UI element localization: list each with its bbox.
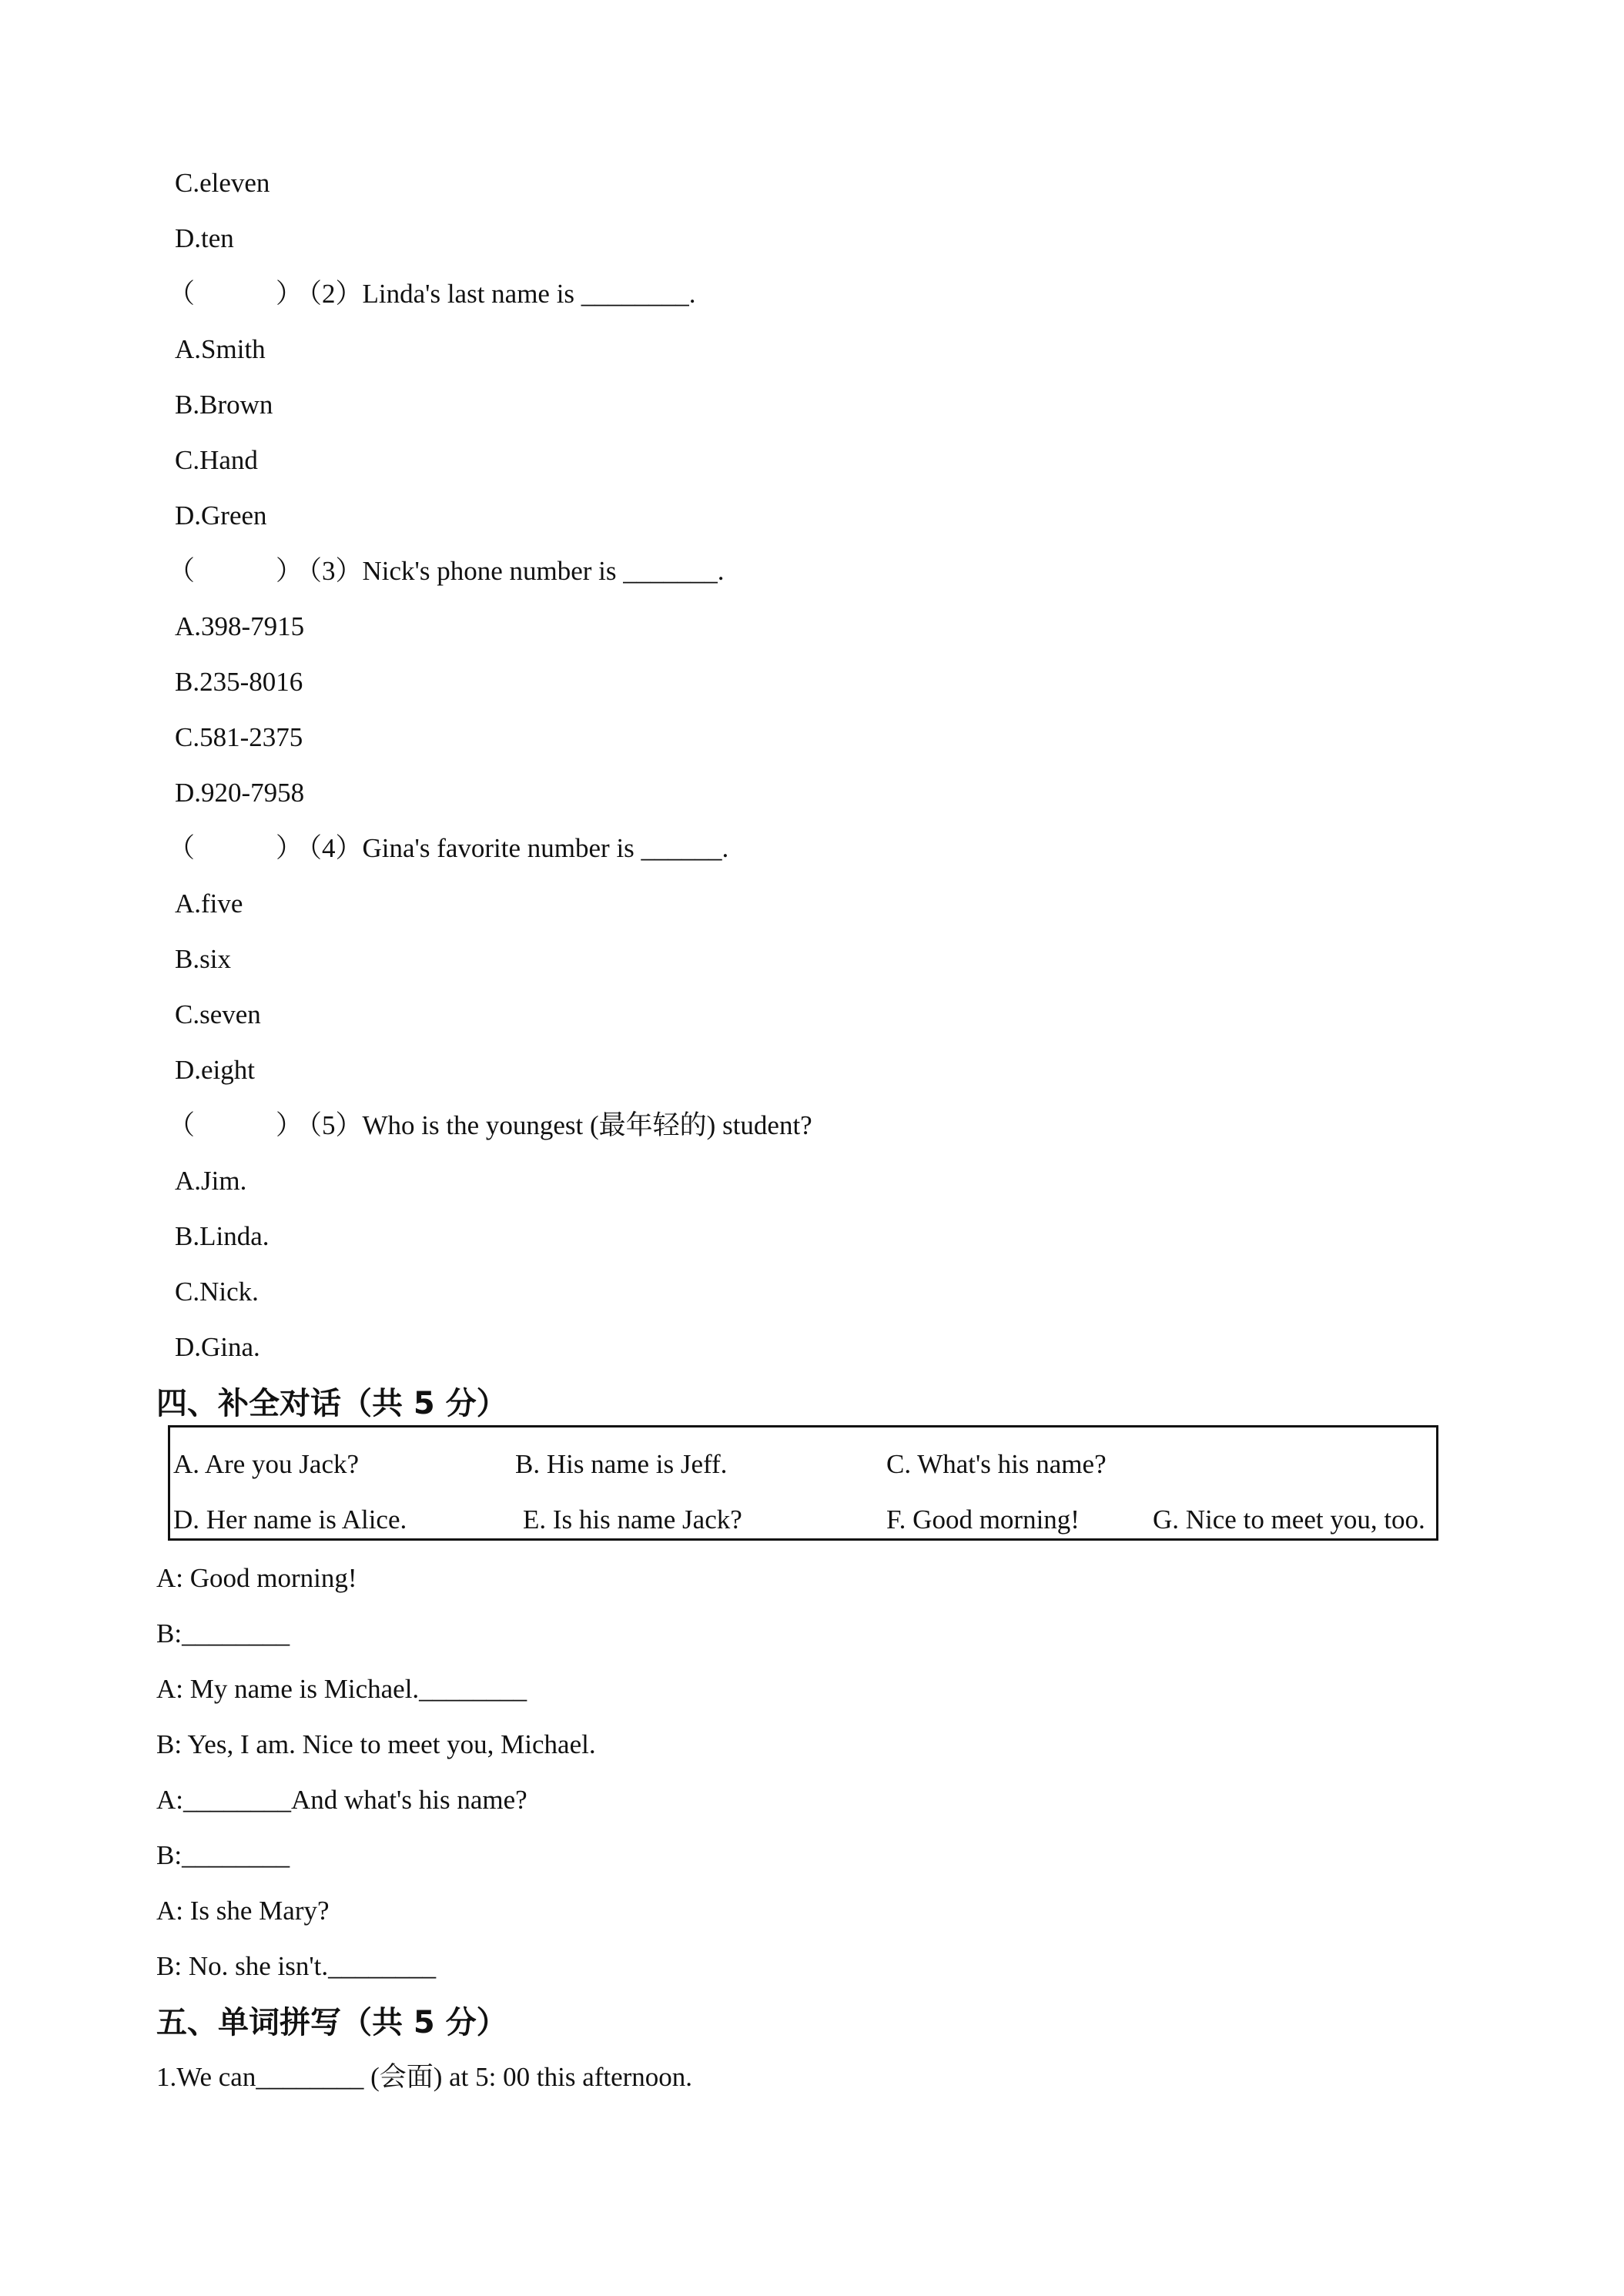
dialogue-line: A:________And what's his name?: [156, 1785, 527, 1815]
choice-item: B. His name is Jeff.: [515, 1449, 728, 1479]
option-text: B.235-8016: [175, 667, 303, 697]
choice-box: [168, 1425, 1438, 1541]
question-text: （2）Linda's last name is ________.: [295, 279, 696, 309]
question-text: （5）Who is the youngest (最年轻的) student?: [295, 1110, 812, 1140]
answer-blank: （ ）: [168, 1110, 303, 1140]
option-text: A.five: [175, 889, 243, 919]
answer-blank: （ ）: [168, 833, 303, 863]
question-stem-2: [168, 277, 696, 311]
answer-blank: （ ）: [168, 556, 303, 586]
option-text: B.Linda.: [175, 1221, 270, 1251]
option-text: B.six: [175, 944, 231, 974]
option-text: A.Smith: [175, 334, 266, 364]
question-text: （3）Nick's phone number is _______.: [295, 556, 725, 586]
option-text: C.581-2375: [175, 722, 303, 752]
dialogue-line: A: Is she Mary?: [156, 1896, 330, 1926]
option-text: A.Jim.: [175, 1166, 247, 1196]
choice-item: E. Is his name Jack?: [523, 1504, 742, 1535]
question-text: （4）Gina's favorite number is ______.: [295, 833, 729, 863]
choice-item: G. Nice to meet you, too.: [1153, 1504, 1425, 1535]
option-text: D.eight: [175, 1055, 256, 1085]
dialogue-line: B: No. she isn't.________: [156, 1951, 437, 1981]
dialogue-line: A: Good morning!: [156, 1563, 357, 1593]
option-text: D.ten: [175, 223, 234, 253]
question-stem-5: [168, 1109, 812, 1143]
option-text: C.Nick.: [175, 1277, 259, 1307]
option-text: C.seven: [175, 999, 261, 1029]
dialogue-line: B: Yes, I am. Nice to meet you, Michael.: [156, 1729, 596, 1759]
option-text: A.398-7915: [175, 611, 305, 641]
dialogue-line: B:________: [156, 1840, 290, 1870]
option-text: D.Green: [175, 500, 267, 530]
option-text: C.Hand: [175, 445, 258, 475]
answer-blank: （ ）: [168, 279, 303, 309]
section-heading-5: 五、单词拼写（共 5 分）: [156, 2005, 507, 2040]
question-stem-4: [168, 832, 728, 865]
option-text: D.Gina.: [175, 1332, 260, 1362]
question-stem-3: [168, 554, 725, 588]
choice-item: D. Her name is Alice.: [173, 1504, 407, 1535]
choice-item: A. Are you Jack?: [173, 1449, 360, 1479]
option-text: D.920-7958: [175, 778, 305, 808]
spelling-item: 1.We can________ (会面) at 5: 00 this afternoon.: [156, 2062, 693, 2092]
section-heading-4: 四、补全对话（共 5 分）: [156, 1386, 507, 1421]
option-text: B.Brown: [175, 390, 273, 420]
dialogue-line: B:________: [156, 1618, 290, 1648]
dialogue-line: A: My name is Michael.________: [156, 1674, 527, 1704]
choice-item: C. What's his name?: [886, 1449, 1107, 1479]
choice-item: F. Good morning!: [886, 1504, 1080, 1535]
option-text: C.eleven: [175, 168, 270, 198]
